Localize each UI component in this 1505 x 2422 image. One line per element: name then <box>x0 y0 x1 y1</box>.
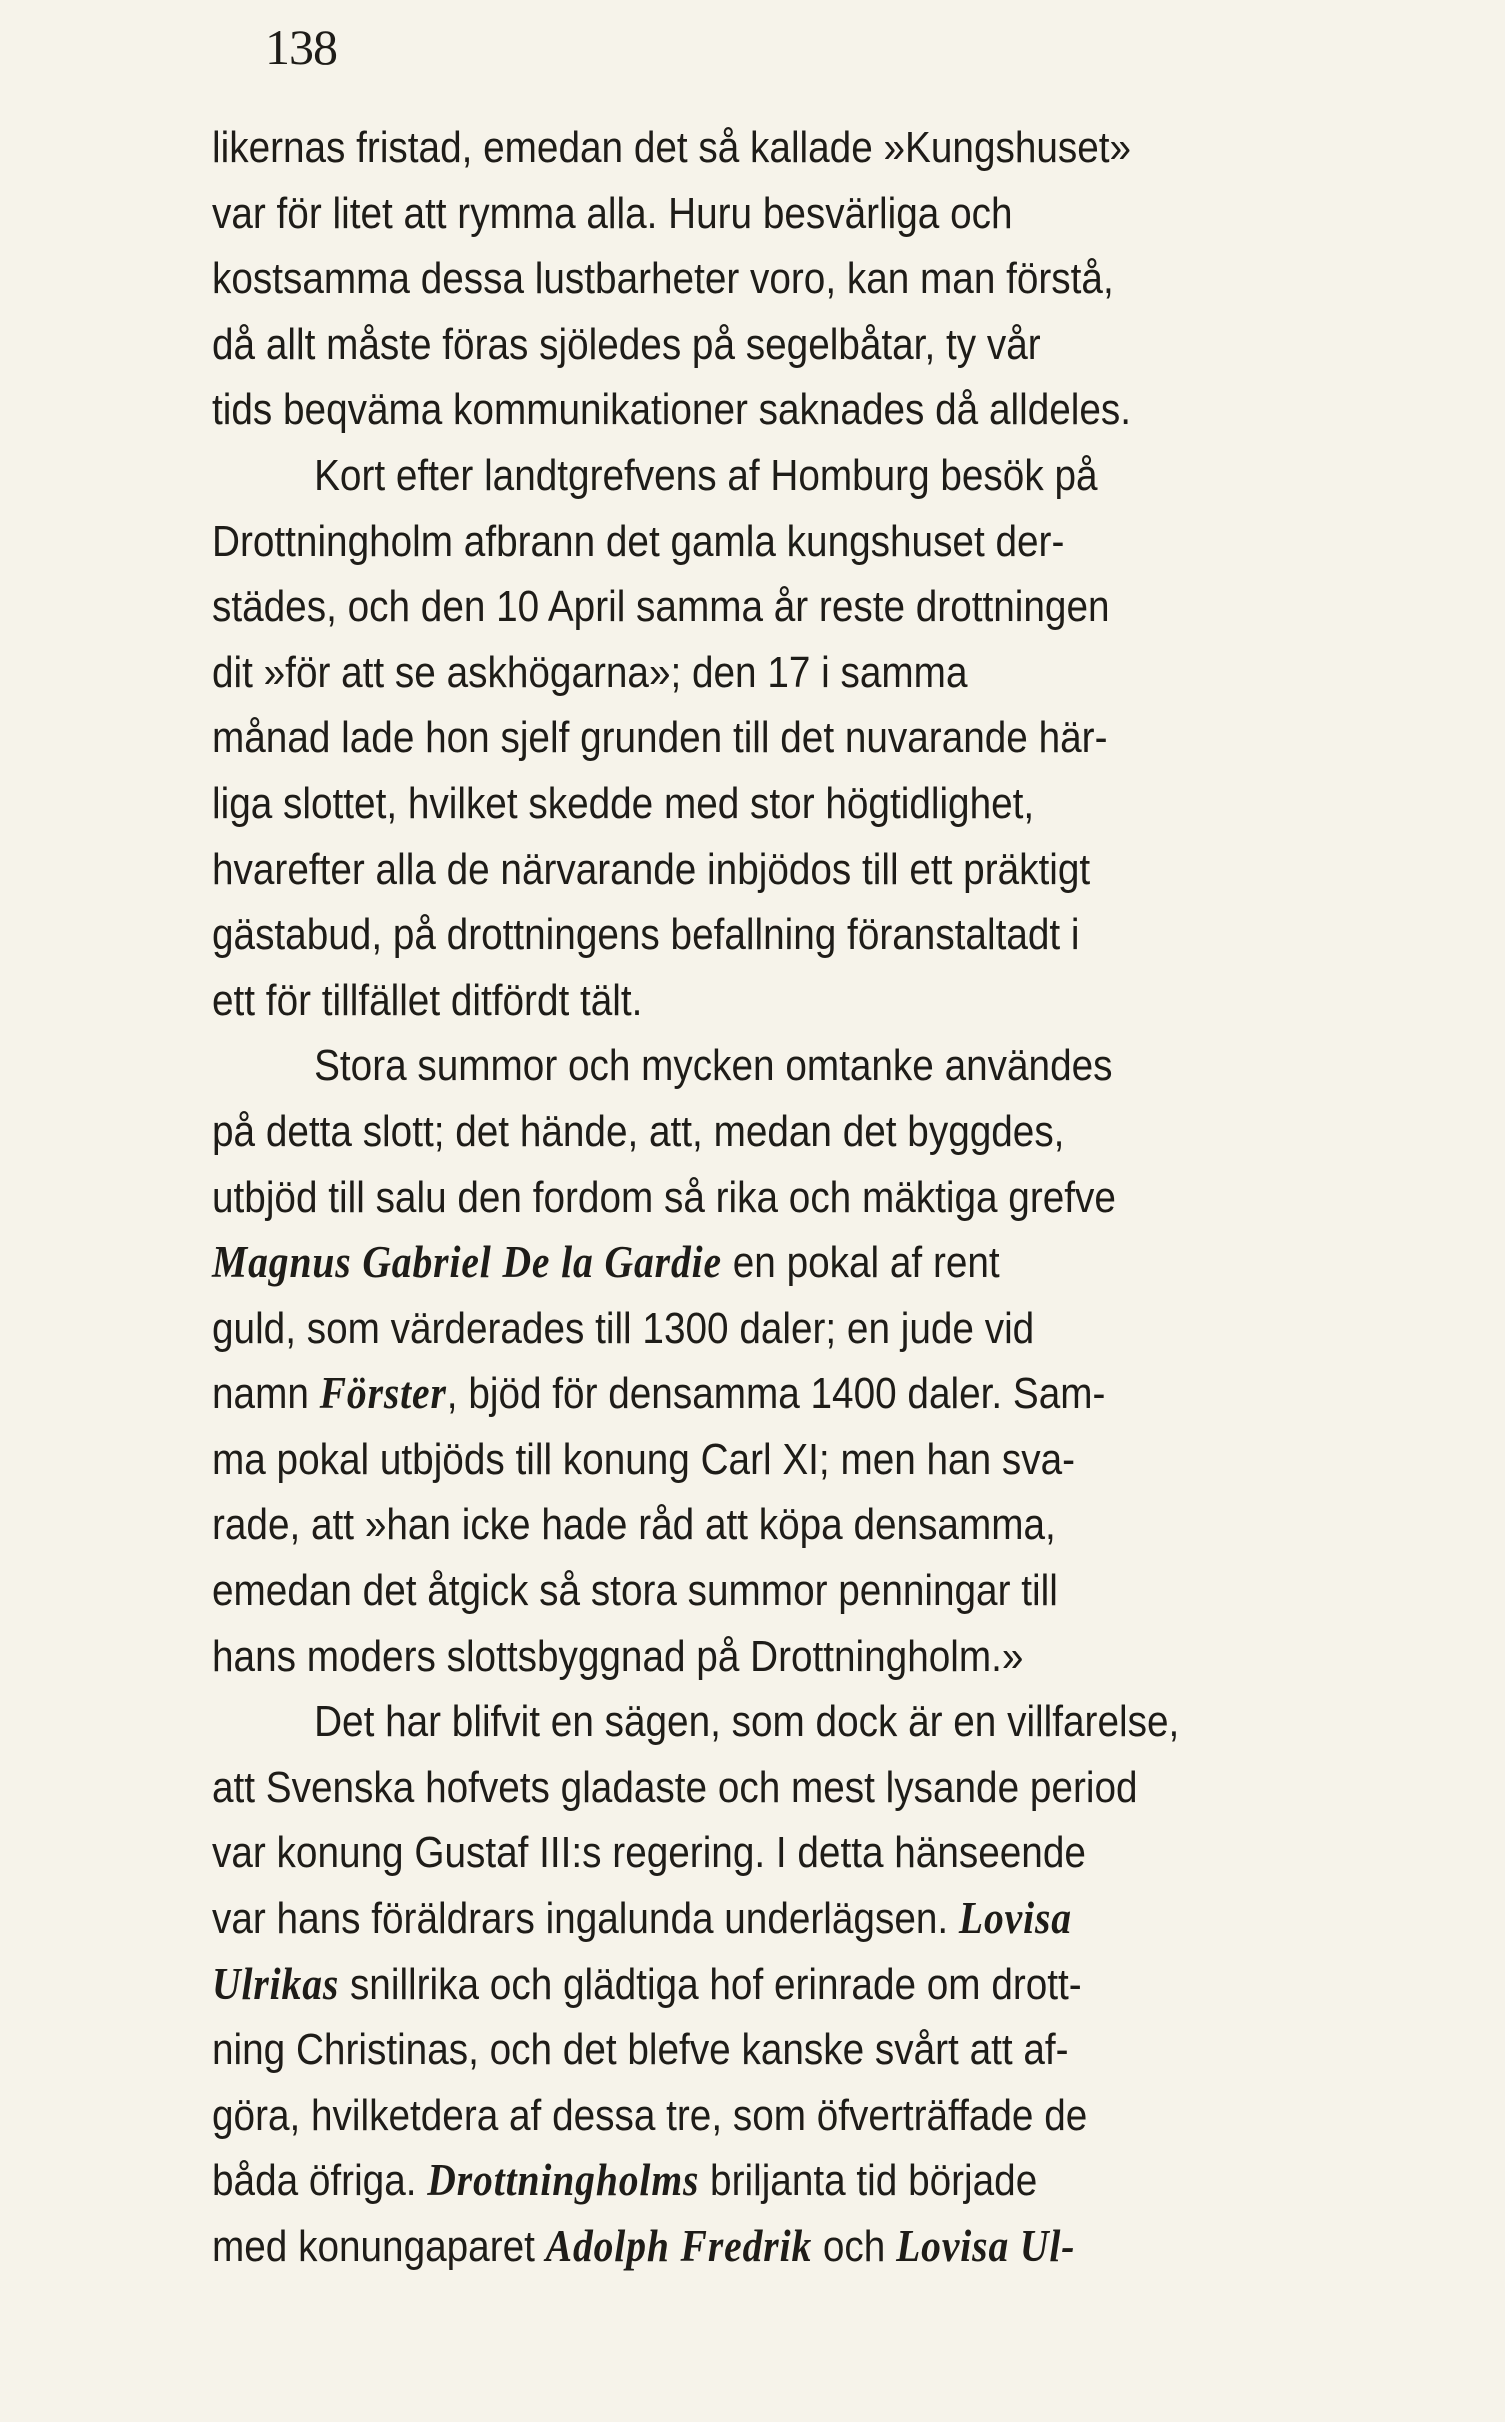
text-segment: dit »för att se askhögarna»; den 17 i samma <box>212 647 968 697</box>
text-line <box>212 1230 1255 1296</box>
text-line <box>212 1755 1255 1821</box>
text-line <box>212 1361 1255 1427</box>
text-line <box>212 1165 1255 1231</box>
text-line <box>212 1558 1255 1624</box>
italic-name: Drottningholms <box>427 2155 700 2206</box>
text-segment: snillrika och glädtiga hof erinrade om drott- <box>339 1959 1082 2009</box>
text-line <box>212 2083 1255 2149</box>
text-line <box>212 312 1255 378</box>
text-segment: gästabud, på drottningens befallning föranstaltadt i <box>212 910 1080 960</box>
text-line <box>212 705 1255 771</box>
text-line <box>212 2214 1255 2280</box>
text-line <box>212 1492 1255 1558</box>
italic-name: Adolph Fredrik <box>545 2221 813 2271</box>
italic-name: Ulrikas <box>212 1958 340 2009</box>
text-line <box>212 771 1255 837</box>
text-line <box>212 1033 1255 1099</box>
text-line <box>212 574 1255 640</box>
text-line <box>212 640 1255 706</box>
text-line <box>212 1886 1255 1952</box>
text-segment: och <box>812 2222 897 2271</box>
text-segment: göra, hvilketdera af dessa tre, som öfverträffade de <box>212 2090 1088 2140</box>
text-segment: ning Christinas, och det blefve kanske svårt att af- <box>212 2025 1069 2075</box>
text-line <box>212 1427 1255 1493</box>
text-line <box>212 377 1255 443</box>
text-segment: guld, som värderades till 1300 daler; en jude vid <box>212 1303 1035 1353</box>
italic-name: Lovisa Ul- <box>896 2221 1076 2271</box>
text-segment: Kort efter landtgrefvens af Homburg besök på <box>314 450 1098 500</box>
text-segment: med konungaparet <box>212 2222 546 2271</box>
text-segment: namn <box>212 1369 320 1419</box>
text-line <box>212 1952 1255 2018</box>
text-segment: båda öfriga. <box>212 2156 428 2206</box>
text-line <box>212 181 1255 247</box>
body-text <box>212 115 1397 2280</box>
text-segment: kostsamma dessa lustbarheter voro, kan man förstå, <box>212 254 1114 304</box>
text-segment: Det har blifvit en sägen, som dock är en villfarelse, <box>314 1697 1180 1747</box>
text-segment: emedan det åtgick så stora summor penningar till <box>212 1566 1058 1616</box>
text-segment: hans moders slottsbyggnad på Drottningholm.» <box>212 1631 1024 1681</box>
text-line <box>212 1296 1255 1362</box>
italic-name: Förster <box>319 1368 447 1419</box>
italic-name: Lovisa <box>958 1893 1072 1944</box>
text-line <box>212 902 1255 968</box>
text-line <box>212 443 1255 509</box>
text-segment: utbjöd till salu den fordom så rika och mäktiga grefve <box>212 1172 1116 1222</box>
text-line <box>212 246 1255 312</box>
text-segment: månad lade hon sjelf grunden till det nuvarande här- <box>212 713 1108 763</box>
page-number: 138 <box>265 19 337 75</box>
italic-name: Magnus Gabriel De la Gardie <box>212 1237 722 1288</box>
text-segment: ett för tillfället ditfördt tält. <box>212 975 643 1025</box>
text-line <box>212 115 1255 181</box>
text-segment: städes, och den 10 April samma år reste drottningen <box>212 582 1110 632</box>
text-segment: en pokal af rent <box>721 1238 1000 1288</box>
text-segment: briljanta tid började <box>699 2156 1038 2206</box>
text-segment: Stora summor och mycken omtanke användes <box>314 1041 1113 1091</box>
text-segment: ma pokal utbjöds till konung Carl XI; men han sva- <box>212 1434 1076 1484</box>
text-segment: var för litet att rymma alla. Huru besvärliga och <box>212 188 1013 238</box>
text-line <box>212 509 1255 575</box>
text-line <box>212 2148 1255 2214</box>
text-segment: då allt måste föras sjöledes på segelbåtar, ty vår <box>212 319 1041 369</box>
text-segment: att Svenska hofvets gladaste och mest lysande period <box>212 1762 1138 1812</box>
text-segment: likernas fristad, emedan det så kallade »Kungshuset» <box>212 123 1132 172</box>
text-segment: var konung Gustaf III:s regering. I detta hänseende <box>212 1828 1086 1878</box>
text-segment: på detta slott; det hände, att, medan det byggdes, <box>212 1106 1065 1156</box>
text-segment: Drottningholm afbrann det gamla kungshuset der- <box>212 516 1065 566</box>
text-segment: liga slottet, hvilket skedde med stor högtidlighet, <box>212 778 1035 828</box>
text-segment: , bjöd för densamma 1400 daler. Sam- <box>446 1369 1106 1419</box>
text-segment: tids beqväma kommunikationer saknades då alldeles. <box>212 385 1132 435</box>
text-line <box>212 1689 1255 1755</box>
text-segment: rade, att »han icke hade råd att köpa densamma, <box>212 1500 1056 1550</box>
text-line <box>212 837 1255 903</box>
text-line <box>212 968 1255 1034</box>
text-line <box>212 1099 1255 1165</box>
text-segment: var hans föräldrars ingalunda underlägsen. <box>212 1894 959 1944</box>
text-segment: hvarefter alla de närvarande inbjödos till ett präktigt <box>212 844 1091 894</box>
text-line <box>212 2017 1255 2083</box>
text-line <box>212 1624 1255 1690</box>
text-line <box>212 1820 1255 1886</box>
